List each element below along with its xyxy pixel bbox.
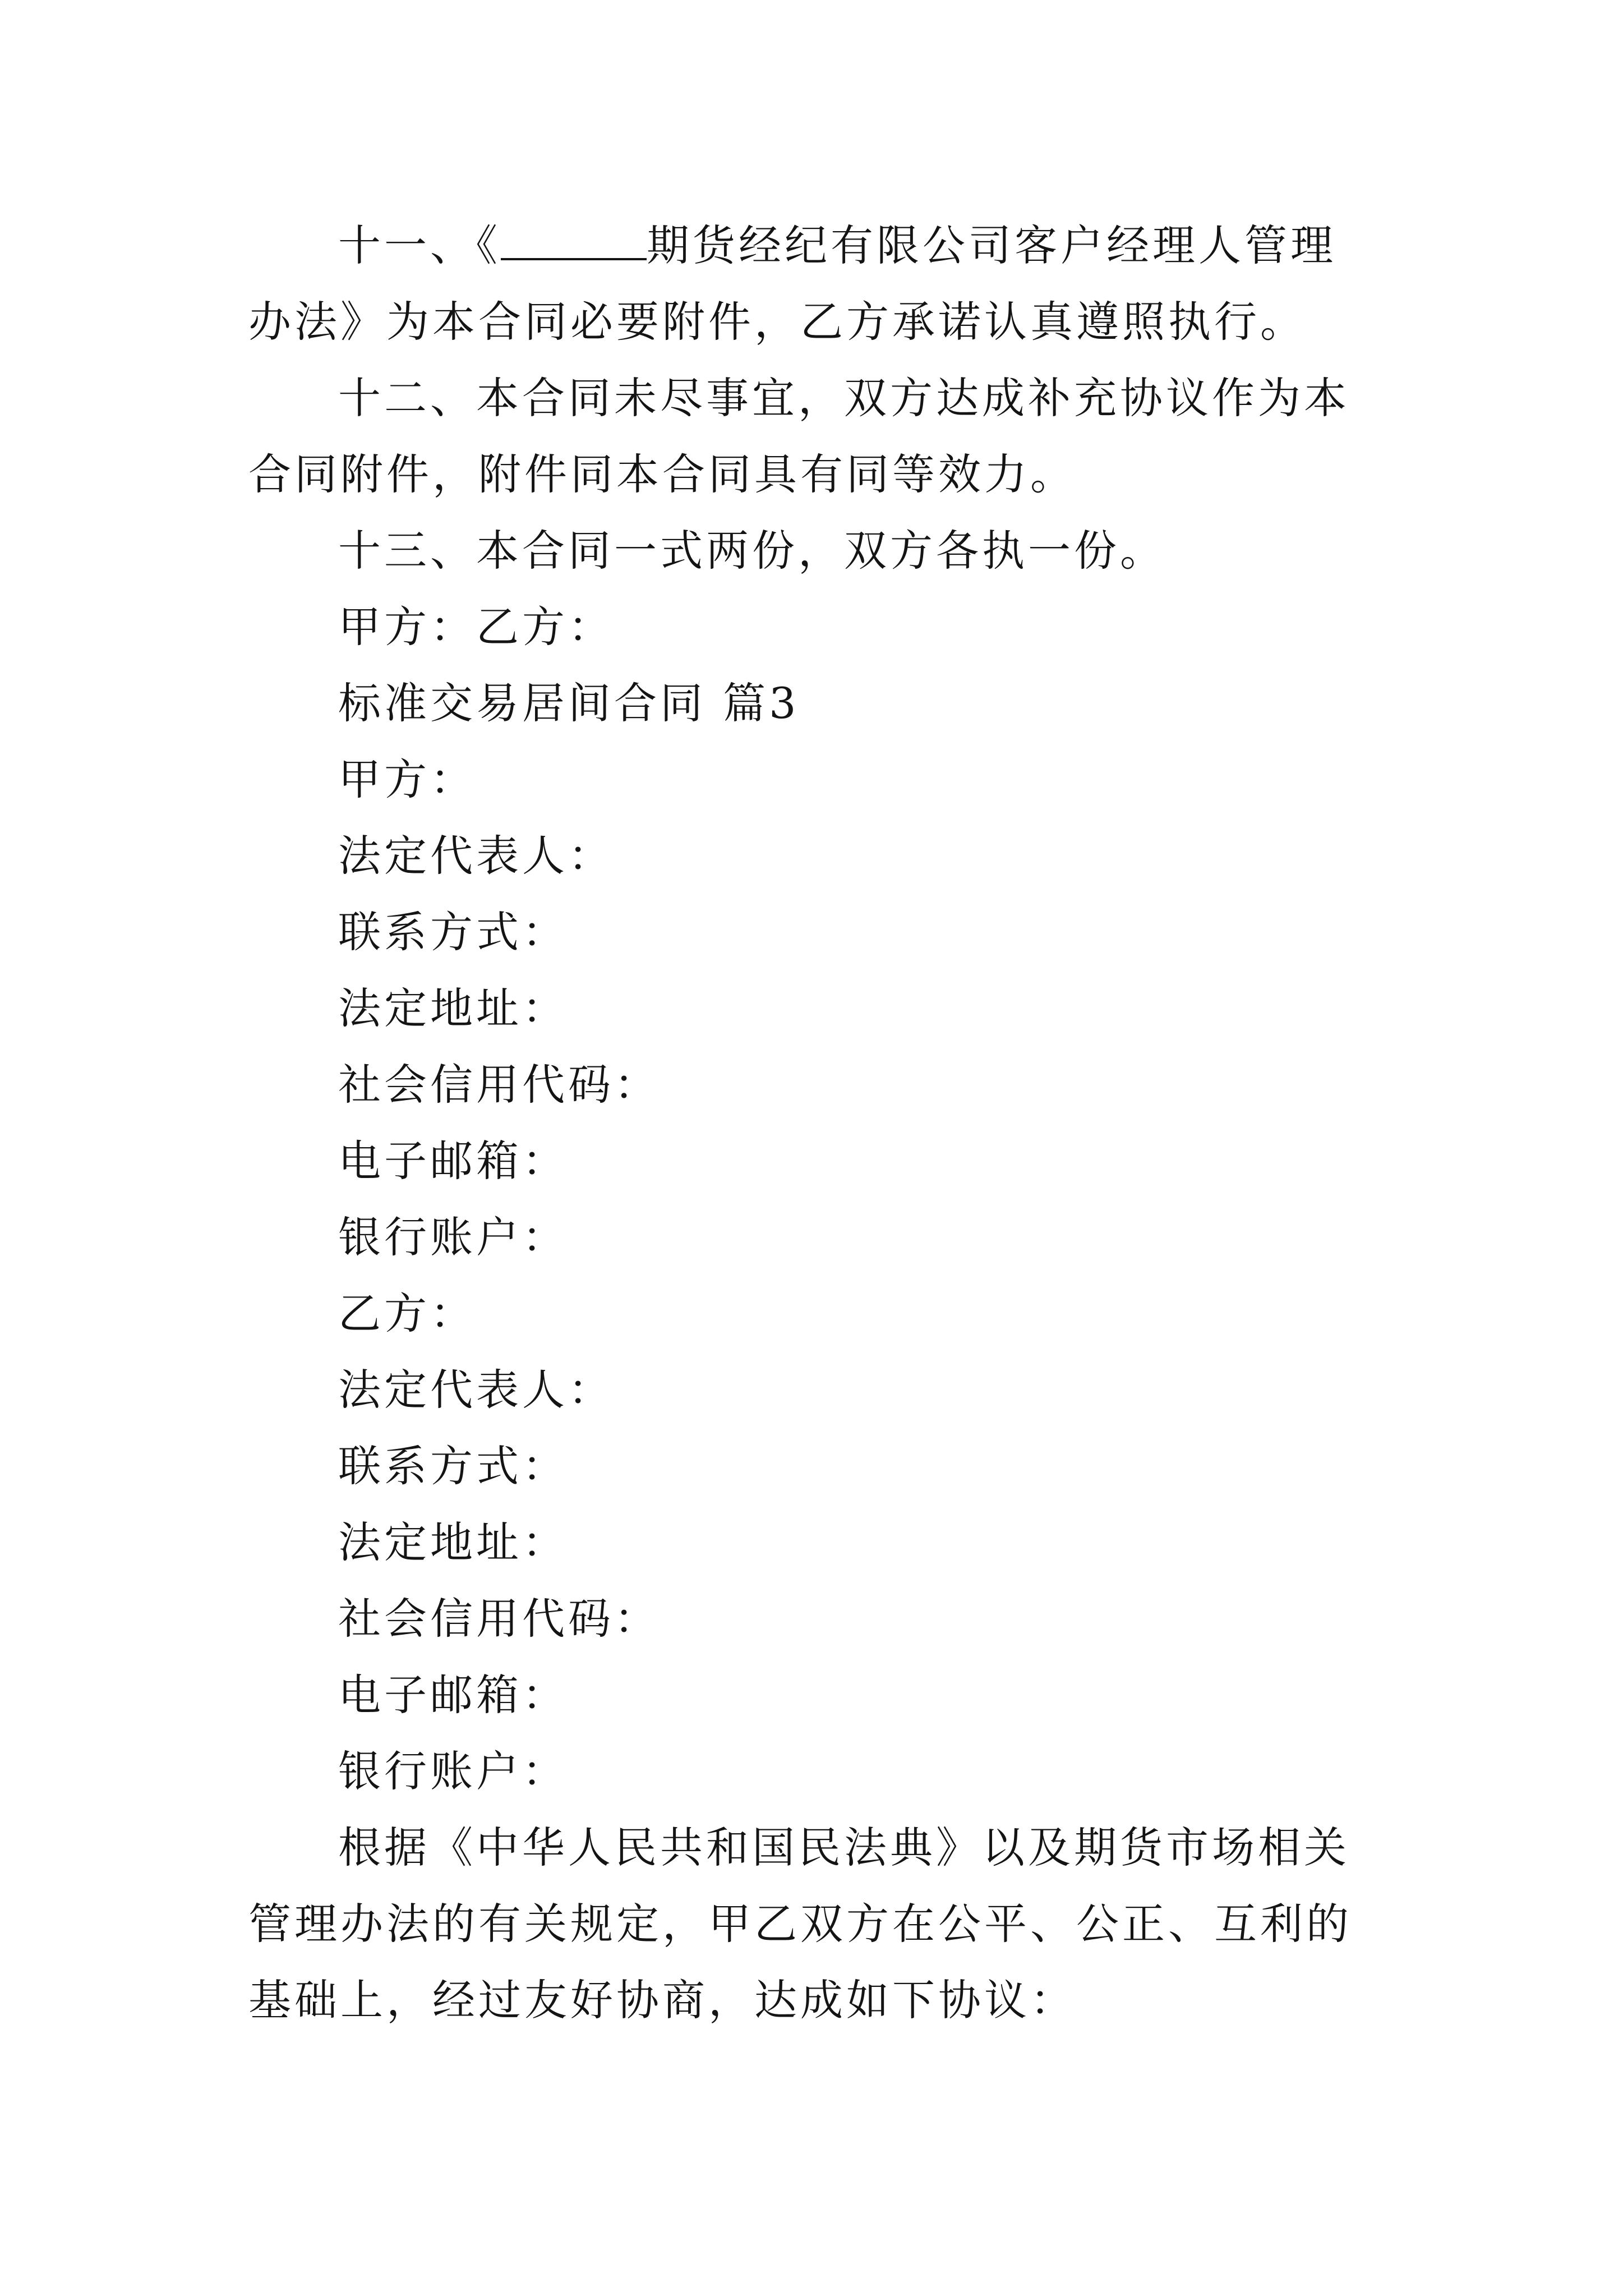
party-a-email: 电子邮箱： — [338, 1136, 568, 1186]
party-b-credit-code: 社会信用代码： — [338, 1594, 660, 1644]
party-b-bank: 银行账户： — [338, 1746, 568, 1796]
clause-13: 十三、本合同一式两份，双方各执一份。 — [338, 526, 1166, 576]
party-a-address: 法定地址： — [338, 983, 568, 1033]
party-b-legal-rep: 法定代表人： — [338, 1365, 614, 1415]
party-a-label: 甲方： — [338, 754, 476, 804]
fill-in-blank — [501, 224, 647, 260]
document-body — [248, 208, 1381, 2039]
clause-11 — [248, 208, 1381, 360]
signature-line: 甲方：乙方： — [338, 602, 614, 652]
preamble: 根据《中华人民共和国民法典》以及期货市场相关管理办法的有关规定，甲乙双方在公平、公正、互利的基础上，经过友好协商，达成如下协议： — [248, 1823, 1352, 2025]
section-title: 标准交易居间合同 篇3 — [338, 678, 800, 728]
party-b-label: 乙方： — [338, 1289, 476, 1338]
clause-12: 十二、本合同未尽事宜，双方达成补充协议作为本合同附件，附件同本合同具有同等效力。 — [248, 373, 1350, 499]
clause-11-prefix: 十一、《 — [338, 220, 501, 270]
party-a-credit-code: 社会信用代码： — [338, 1060, 660, 1110]
party-a-bank: 银行账户： — [338, 1212, 568, 1262]
party-b-contact: 联系方式： — [338, 1441, 568, 1491]
party-a-contact: 联系方式： — [338, 907, 568, 957]
party-a-legal-rep: 法定代表人： — [338, 831, 614, 881]
clause-11-suffix: 期货经纪有限公司客户经理人管理办法》为本合同必要附件，乙方承诺认真遵照执行。 — [248, 220, 1336, 347]
party-b-address: 法定地址： — [338, 1517, 568, 1567]
party-b-email: 电子邮箱： — [338, 1670, 568, 1720]
